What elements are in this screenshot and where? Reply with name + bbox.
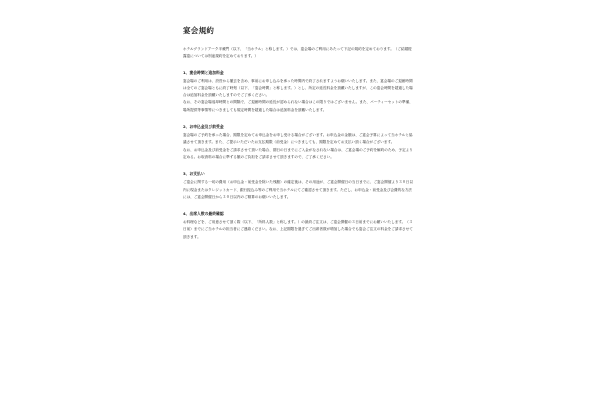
section-paragraph: なお、お申込金及び前受金をご請求させて頂いた場合、期日の日までにご入金がなされない場合は、ご宴会場のご予約を解約のため、予定より定める。お取消料の場合に準ずる額のご負担をご請求させて頂きますので、ご了承ください。 <box>183 147 413 159</box>
document <box>183 26 413 250</box>
section-heading: 2、お申込金及び前受金 <box>183 124 224 130</box>
section-heading: 4、出席人数の最終確認 <box>183 211 224 217</box>
section-heading: 3、お支払い <box>183 171 205 177</box>
section-banquet-hours <box>183 69 413 114</box>
section-paragraph: なお、その宴会場返却時間との間隔で、ご退館時間の延長が認められない場合はこの限りではございません。また、パーティーセットの準備、場所提供等事情等につきましても規定時間を超過した場合は追加料金を頂戴いたします。 <box>183 100 413 112</box>
section-attendance <box>183 210 413 241</box>
section-payment <box>183 170 413 201</box>
section-deposit <box>183 123 413 161</box>
section-paragraph: 宴会場のご利用は、設営から撤去を含め、事前にお申し込みを承った時間内で終了されますようお願いいたします。また、宴会場のご退館時間は全てのご宴会場ともに終了時刻（以下、「宴会時間」と称します。）とし、所定の延長料金を頂戴いたしますが、この宴会時間を超過した場合は追加料金を頂戴いたしますのでご了承ください。 <box>183 78 413 98</box>
section-paragraph: ご宴会に関する一切の費用（お申込金・前受金を除いた残額）の確定後は、その用途が、ご宴会開催日の当日までに、ご宴会開催より３０日以内に現金またはクレジットカード、銀行振込み等のご利用で当ホテルにてご確認させて頂きます。ただし、お申込金・前受金及び会費的な方法には、ご宴会開催日から３０日以内のご精算のお願いいたします。 <box>183 180 413 199</box>
intro-paragraph: ホテルグランドアーク半蔵門（以下、「当ホテル」と称します。）では、宴会場のご利用にあたって下記の規約を定めております。（ご結婚披露宴については別途規約を定めております。） <box>183 47 412 59</box>
section-paragraph: お料理などを、ご用意させて頂く際（以下、「所料人数」と称します。）の最終ご注文は、ご宴会開催の３日前までにお願いいたします。（３日前）までにご当ホテルの担当者にご連絡ください。なお、上記期限を過ぎてご出席者数が増加した場合でも宴会ご注文の料金をご請求させて頂きます。 <box>183 220 413 239</box>
document-title: 宴会規約 <box>183 26 215 35</box>
section-heading: 1、宴会時間と追加料金 <box>183 69 224 75</box>
section-paragraph: 宴会場のご予約を承った場合、期限を定めてお申込金をお申し受ける場合がございます。お申込金の金額は、ご宴会予算によって当ホテルと協議させて頂きます。また、ご提示いただいたお支払期限（前受金）につきましても、期限を定めてお支払い頂く場合がございます。 <box>183 133 413 145</box>
